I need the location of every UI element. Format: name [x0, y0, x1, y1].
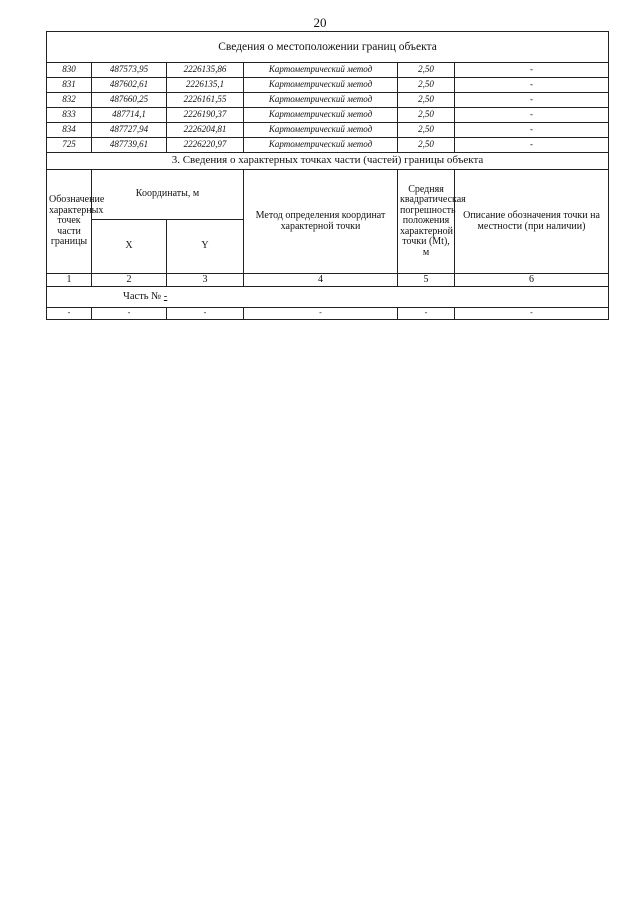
mt-value: 2,50	[398, 63, 455, 78]
boundary-table	[46, 31, 609, 320]
header-row-top	[47, 170, 609, 220]
table-row	[47, 138, 609, 153]
table-row	[47, 93, 609, 108]
empty-cell: -	[398, 308, 455, 320]
coord-y: 2226204,81	[167, 123, 244, 138]
coord-x: 487573,95	[92, 63, 167, 78]
page-number: 20	[313, 15, 327, 30]
header-x: X	[92, 220, 167, 274]
coord-x: 487714,1	[92, 108, 167, 123]
section-3-title: 3. Сведения о характерных точках части (частей) границы объекта	[47, 153, 609, 170]
point-number: 830	[47, 63, 92, 78]
coord-y: 2226135,86	[167, 63, 244, 78]
part-number-cell	[47, 287, 609, 308]
empty-cell: -	[244, 308, 398, 320]
coord-y: 2226220,97	[167, 138, 244, 153]
empty-cell: -	[455, 308, 609, 320]
description: -	[455, 93, 609, 108]
method: Картометрический метод	[244, 93, 398, 108]
column-number: 1	[47, 274, 92, 287]
description: -	[455, 123, 609, 138]
table-row	[47, 78, 609, 93]
method: Картометрический метод	[244, 78, 398, 93]
coord-x: 487660,25	[92, 93, 167, 108]
part-row	[47, 287, 609, 308]
coord-y: 2226135,1	[167, 78, 244, 93]
method: Картометрический метод	[244, 138, 398, 153]
mt-value: 2,50	[398, 138, 455, 153]
column-number: 6	[455, 274, 609, 287]
header-y: Y	[167, 220, 244, 274]
description: -	[455, 78, 609, 93]
section-3-title-row	[47, 153, 609, 170]
point-number: 834	[47, 123, 92, 138]
mt-value: 2,50	[398, 108, 455, 123]
column-number: 2	[92, 274, 167, 287]
header-coordinates: Координаты, м	[92, 170, 244, 220]
mt-value: 2,50	[398, 78, 455, 93]
table-row	[47, 108, 609, 123]
point-number: 831	[47, 78, 92, 93]
column-numbers-row	[47, 274, 609, 287]
point-number: 725	[47, 138, 92, 153]
method: Картометрический метод	[244, 123, 398, 138]
description: -	[455, 108, 609, 123]
part-value: -	[163, 291, 168, 303]
mt-value: 2,50	[398, 123, 455, 138]
table-row	[47, 63, 609, 78]
column-number: 4	[244, 274, 398, 287]
part-label: Часть №	[123, 291, 162, 303]
mt-value: 2,50	[398, 93, 455, 108]
coord-x: 487727,94	[92, 123, 167, 138]
header-point-designation: Обозначение характерных точек части границы	[47, 170, 92, 274]
empty-cell: -	[167, 308, 244, 320]
table-row	[47, 123, 609, 138]
table-title-row	[47, 32, 609, 63]
coord-y: 2226190,37	[167, 108, 244, 123]
method: Картометрический метод	[244, 108, 398, 123]
description: -	[455, 138, 609, 153]
column-number: 3	[167, 274, 244, 287]
coord-y: 2226161,55	[167, 93, 244, 108]
header-mt: Средняя квадратическая погрешность положения характерной точки (Mt), м	[398, 170, 455, 274]
point-number: 833	[47, 108, 92, 123]
description: -	[455, 63, 609, 78]
empty-cell: -	[47, 308, 92, 320]
column-number: 5	[398, 274, 455, 287]
empty-cell: -	[92, 308, 167, 320]
point-number: 832	[47, 93, 92, 108]
method: Картометрический метод	[244, 63, 398, 78]
coord-x: 487739,61	[92, 138, 167, 153]
header-method: Метод определения координат характерной точки	[244, 170, 398, 274]
table-title: Сведения о местоположении границ объекта	[47, 32, 609, 63]
coord-x: 487602,61	[92, 78, 167, 93]
table-row	[47, 308, 609, 320]
header-description: Описание обозначения точки на местности (при наличии)	[455, 170, 609, 274]
